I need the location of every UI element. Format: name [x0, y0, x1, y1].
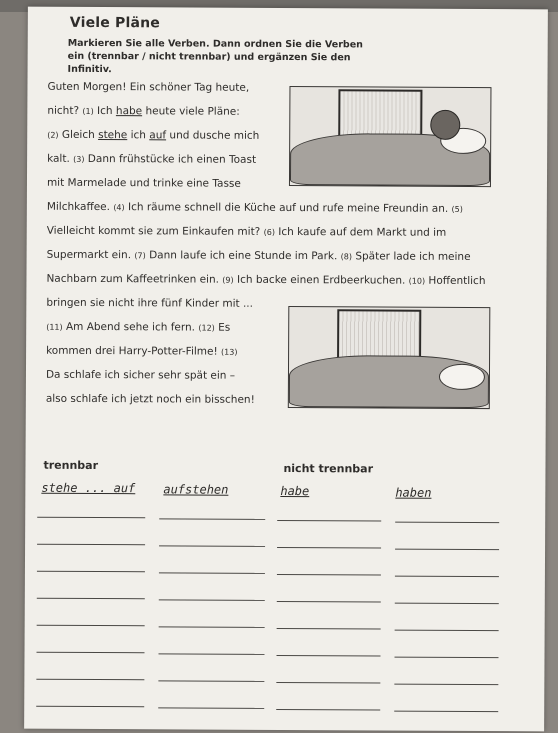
answer-blank[interactable]	[159, 599, 265, 601]
sentence-number: (5)	[451, 204, 463, 214]
sentence-number: (1)	[82, 106, 94, 116]
answer-blank[interactable]	[159, 572, 265, 574]
answer-blank[interactable]	[37, 544, 145, 546]
answer-blank[interactable]	[158, 680, 264, 682]
answer-blank[interactable]	[159, 626, 265, 628]
answer-blank[interactable]	[276, 655, 380, 657]
underlined-verb: stehe	[98, 129, 128, 142]
sentence-number: (2)	[47, 130, 59, 140]
answer-blank[interactable]	[159, 518, 265, 520]
sentence-number: (3)	[73, 154, 85, 164]
sentence-number: (6)	[263, 227, 275, 237]
instructions-text: Markieren Sie alle Verben. Dann ordnen Sie die Verben ein (trennbar / nicht trennbar) und ergänzen Sie den Infinitiv.	[67, 37, 363, 76]
underlined-verb: auf	[149, 129, 167, 142]
answer-blank[interactable]	[394, 684, 498, 686]
text-line: Supermarkt ein. (7) Dann laufe ich eine Stunde im Park. (8) Später lade ich meine	[46, 248, 471, 263]
answer-blank[interactable]	[277, 574, 381, 576]
answer-blank[interactable]	[277, 628, 381, 630]
worksheet-page	[24, 7, 548, 732]
text-line: kommen drei Harry-Potter-Filme! (13)	[46, 344, 238, 358]
underlined-verb: habe	[115, 105, 143, 118]
answer-blank[interactable]	[394, 711, 498, 713]
text-line: also schlafe ich jetzt noch ein bisschen!	[45, 392, 255, 406]
sentence-number: (4)	[113, 203, 125, 213]
answer-blank[interactable]	[395, 576, 499, 578]
answer-blank[interactable]	[276, 709, 380, 711]
text-line: bringen sie nicht ihre fünf Kinder mit ...	[46, 296, 254, 310]
answer-blank[interactable]	[159, 545, 265, 547]
answer-blank[interactable]	[394, 657, 498, 659]
answer-blank[interactable]	[276, 682, 380, 684]
answer-blank[interactable]	[277, 547, 381, 549]
example-separable-infinitive: aufstehen	[163, 482, 229, 497]
answer-blank[interactable]	[36, 706, 144, 708]
illustration-waking-up	[289, 86, 492, 187]
worksheet-title: Viele Pläne	[69, 14, 161, 32]
answer-blank[interactable]	[395, 603, 499, 605]
text-line: (11) Am Abend sehe ich fern. (12) Es	[46, 320, 231, 334]
answer-blank[interactable]	[158, 707, 264, 709]
example-non-separable-infinitive: haben	[395, 485, 432, 500]
answer-blank[interactable]	[36, 679, 144, 681]
answer-blank[interactable]	[277, 520, 381, 522]
text-line: Vielleicht kommt sie zum Einkaufen mit? (6) Ich kaufe auf dem Markt und im	[46, 224, 447, 239]
sentence-number: (13)	[221, 347, 238, 357]
pillow-icon	[439, 364, 485, 390]
text-line: Guten Morgen! Ein schöner Tag heute,	[47, 80, 250, 94]
sentence-number: (9)	[222, 275, 234, 285]
sentence-number: (7)	[134, 251, 146, 261]
column-header-separable: trennbar	[43, 458, 99, 473]
text-line: Milchkaffee. (4) Ich räume schnell die Küche auf und rufe meine Freundin an. (5)	[46, 200, 463, 215]
text-line: (2) Gleich stehe ich auf und dusche mich	[47, 128, 260, 142]
answer-blank[interactable]	[277, 601, 381, 603]
sentence-number: (11)	[46, 322, 63, 332]
answer-blank[interactable]	[37, 598, 145, 600]
text-line: Da schlafe ich sicher sehr spät ein –	[45, 368, 236, 382]
sentence-number: (12)	[198, 323, 215, 333]
answer-blank[interactable]	[395, 630, 499, 632]
answer-blank[interactable]	[159, 653, 265, 655]
answer-blank[interactable]	[395, 522, 499, 524]
text-line: mit Marmelade und trinke eine Tasse	[46, 176, 241, 190]
sentence-number: (10)	[408, 276, 426, 286]
answer-blank[interactable]	[395, 549, 499, 551]
illustration-sleeping	[288, 306, 491, 409]
answer-blank[interactable]	[37, 625, 145, 627]
answer-blank[interactable]	[37, 571, 145, 573]
sentence-number: (8)	[340, 252, 353, 262]
column-header-non-separable: nicht trennbar	[283, 461, 374, 476]
text-line: kalt. (3) Dann frühstücke ich einen Toast	[47, 152, 257, 166]
text-line: Nachbarn zum Kaffeetrinken ein. (9) Ich backe einen Erdbeerkuchen. (10) Hoffentlich	[46, 272, 486, 288]
answer-blank[interactable]	[37, 652, 145, 654]
answer-blank[interactable]	[37, 517, 145, 519]
text-line: nicht? (1) Ich habe heute viele Pläne:	[47, 104, 240, 118]
person-head-icon	[430, 110, 460, 140]
example-non-separable-verb: habe	[280, 483, 310, 499]
example-separable-verb: stehe ... auf	[41, 480, 136, 496]
